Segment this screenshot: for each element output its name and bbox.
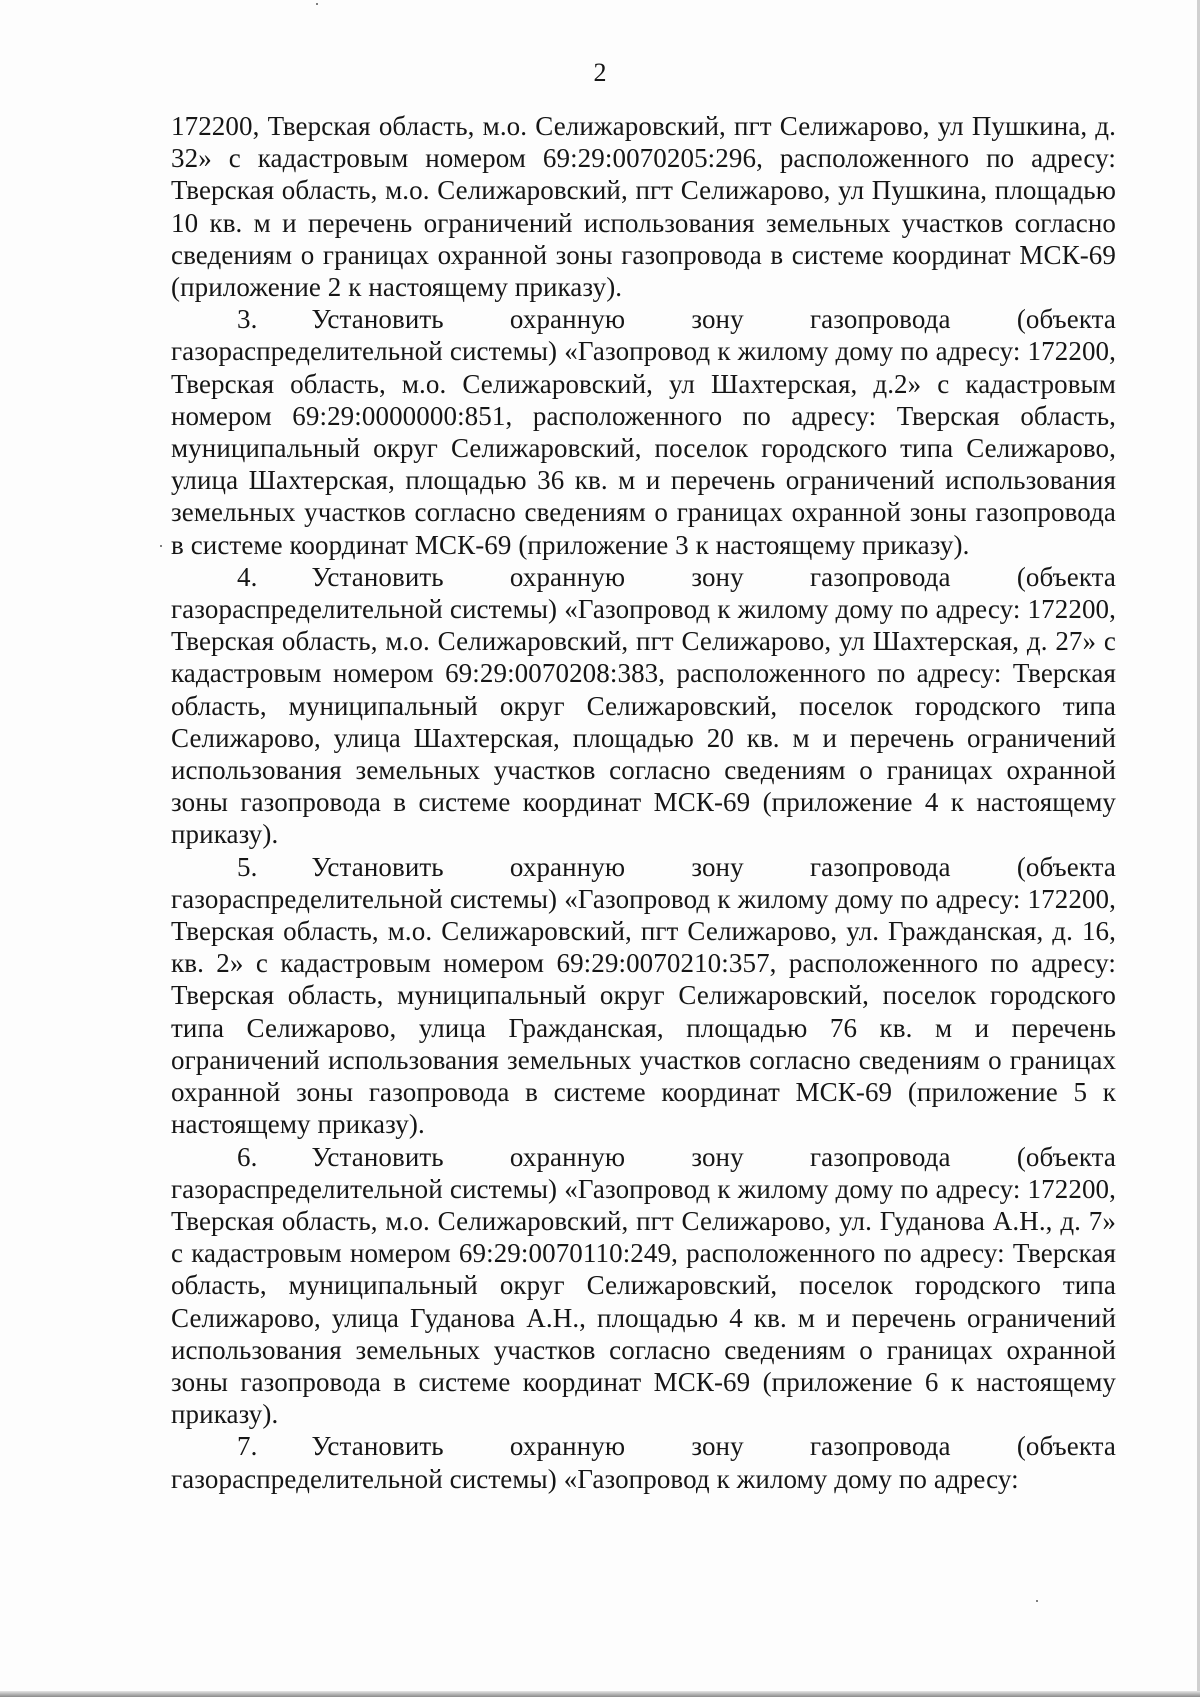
paragraph-item-4 bbox=[171, 561, 1116, 851]
paragraph-text: Установить охранную зону газопровода (объекта газораспределительной системы) «Газопровод к жилому дому по адресу: 172200, Тверская область, м.о. Селижаровский, пгт Селижарово, ул Шахтерская, д. 27» с кадастровым номером 69:29:0070208:383, расположенного по адресу: Тверская область, муниципальный округ Селижаровский, поселок городского типа Селижарово, улица Шахтерская, площадью 20 кв. м и перечень ограничений использования земельных участков согласно сведениям о границах охранной зоны газопровода в системе координат МСК-69 (приложение 4 к настоящему приказу). bbox=[171, 561, 1116, 850]
item-number: 7. bbox=[237, 1431, 258, 1462]
item-number: 3. bbox=[237, 304, 258, 335]
paragraph-text: Установить охранную зону газопровода (объекта газораспределительной системы) «Газопровод к жилому дому по адресу: 172200, Тверская область, м.о. Селижаровский, пгт Селижарово, ул. Гуданова А.Н., д. 7» с кадастровым номером 69:29:0070110:249, расположенного по адресу: Тверская область, муниципальный округ Селижаровский, поселок городского типа Селижарово, улица Гуданова А.Н., площадью 4 кв. м и перечень ограничений использования земельных участков согласно сведениям о границах охранной зоны газопровода в системе координат МСК-69 (приложение 6 к настоящему приказу). bbox=[171, 1141, 1116, 1430]
scan-speck bbox=[160, 545, 162, 547]
document-body bbox=[171, 110, 1116, 1495]
scan-edge-bottom bbox=[0, 1691, 1200, 1697]
scan-speck bbox=[316, 3, 318, 5]
paragraph-text: Установить охранную зону газопровода (объекта газораспределительной системы) «Газопровод к жилому дому по адресу: 172200, Тверская область, м.о. Селижаровский, ул Шахтерская, д.2» с кадастровым номером 69:29:0000000:851, расположенного по адресу: Тверская область, муниципальный округ Селижаровский, поселок городского типа Селижарово, улица Шахтерская, площадью 36 кв. м и перечень ограничений использования земельных участков согласно сведениям о границах охранной зоны газопровода в системе координат МСК-69 (приложение 3 к настоящему приказу). bbox=[171, 304, 1116, 560]
paragraph-continuation bbox=[171, 110, 1116, 303]
paragraph-text: Установить охранную зону газопровода (объекта газораспределительной системы) «Газопровод к жилому дому по адресу: 172200, Тверская область, м.о. Селижаровский, пгт Селижарово, ул. Гражданская, д. 16, кв. 2» с кадастровым номером 69:29:0070210:357, расположенного по адресу: Тверская область, муниципальный округ Селижаровский, поселок городского типа Селижарово, улица Гражданская, площадью 76 кв. м и перечень ограничений использования земельных участков согласно сведениям о границах охранной зоны газопровода в системе координат МСК-69 (приложение 5 к настоящему приказу). bbox=[171, 851, 1116, 1140]
page-number: 2 bbox=[593, 58, 607, 87]
paragraph-text: Установить охранную зону газопровода (объекта газораспределительной системы) «Газопровод к жилому дому по адресу: bbox=[171, 1431, 1116, 1494]
item-number: 4. bbox=[237, 561, 258, 592]
paragraph-item-6 bbox=[171, 1141, 1116, 1431]
paragraph-item-7 bbox=[171, 1430, 1116, 1494]
paragraph-text: 172200, Тверская область, м.о. Селижаровский, пгт Селижарово, ул Пушкина, д. 32» с кадастровым номером 69:29:0070205:296, расположенного по адресу: Тверская область, м.о. Селижаровский, пгт Селижарово, ул Пушкина, площадью 10 кв. м и перечень ограничений использования земельных участков согласно сведениям о границах охранной зоны газопровода в системе координат МСК-69 (приложение 2 к настоящему приказу). bbox=[171, 111, 1116, 303]
scan-speck bbox=[1036, 1600, 1038, 1602]
paragraph-item-3 bbox=[171, 303, 1116, 561]
item-number: 5. bbox=[237, 851, 258, 882]
item-number: 6. bbox=[237, 1141, 258, 1172]
paragraph-item-5 bbox=[171, 851, 1116, 1141]
